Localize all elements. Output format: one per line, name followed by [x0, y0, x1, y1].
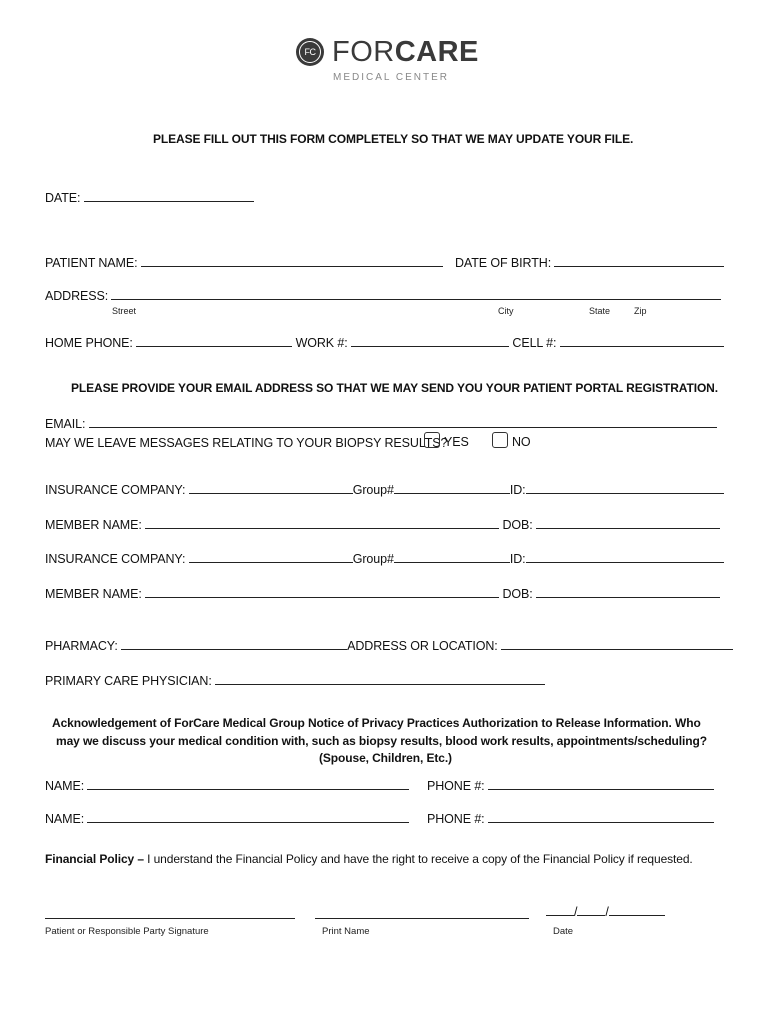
date-row	[45, 189, 254, 205]
financial-policy-title: Financial Policy –	[45, 852, 144, 866]
member-2-row	[45, 585, 720, 601]
print-name-field[interactable]	[315, 906, 529, 919]
member-1-dob-field[interactable]	[536, 516, 720, 529]
contact-1-name-label: NAME:	[45, 779, 85, 793]
address-street-label: Street	[112, 306, 137, 316]
cell-field[interactable]	[560, 334, 724, 347]
contact-1-name-field[interactable]	[87, 777, 409, 790]
date-label: Date	[553, 926, 574, 937]
no-checkbox[interactable]	[492, 432, 508, 448]
contact-2-phone-field[interactable]	[488, 810, 714, 823]
insurance-1-id-field[interactable]	[526, 481, 724, 494]
insurance-1-row	[45, 481, 724, 497]
email-instruction: PLEASE PROVIDE YOUR EMAIL ADDRESS SO THAT WE MAY SEND YOU YOUR PATIENT PORTAL REGISTRATION.	[71, 381, 718, 395]
pharmacy-field[interactable]	[121, 637, 347, 650]
logo-name-part1: FOR	[332, 36, 395, 68]
date-slash-2: /	[605, 905, 609, 919]
biopsy-question-row	[45, 436, 447, 450]
insurance-1-group-field[interactable]	[394, 481, 510, 494]
logo-monogram: FC	[299, 41, 321, 63]
contact-2-name-field[interactable]	[87, 810, 409, 823]
pharmacy-row	[45, 637, 733, 653]
financial-policy	[45, 852, 693, 866]
email-row	[45, 415, 717, 431]
dob-field[interactable]	[554, 254, 724, 267]
insurance-2-id-field[interactable]	[526, 550, 724, 563]
pcp-row	[45, 672, 545, 688]
insurance-2-row	[45, 550, 724, 566]
address-field[interactable]	[111, 287, 721, 300]
member-2-label: MEMBER NAME:	[45, 587, 142, 601]
member-2-dob-label: DOB:	[502, 587, 533, 601]
acknowledgement-line-1: Acknowledgement of ForCare Medical Group Notice of Privacy Practices Authorization to Release Information. Who	[52, 716, 701, 730]
date-field[interactable]	[84, 189, 254, 202]
insurance-1-company-label: INSURANCE COMPANY:	[45, 483, 186, 497]
contact-2-name-label: NAME:	[45, 812, 85, 826]
insurance-2-id-label: ID:	[509, 552, 526, 566]
home-phone-field[interactable]	[136, 334, 292, 347]
patient-name-field[interactable]	[141, 254, 443, 267]
insurance-1-group-label: Group#	[352, 483, 394, 497]
patient-name-label: PATIENT NAME:	[45, 256, 138, 270]
date-year-field[interactable]	[609, 903, 665, 916]
logo-wordmark	[332, 36, 479, 69]
member-2-dob-field[interactable]	[536, 585, 720, 598]
contact-1-phone-field[interactable]	[488, 777, 714, 790]
email-field[interactable]	[89, 415, 717, 428]
contact-2-row	[45, 810, 409, 826]
member-1-field[interactable]	[145, 516, 499, 529]
logo-name-part2: CARE	[394, 36, 479, 68]
insurance-2-group-field[interactable]	[394, 550, 510, 563]
date-day-field[interactable]	[577, 903, 605, 916]
insurance-2-company-label: INSURANCE COMPANY:	[45, 552, 186, 566]
member-1-row	[45, 516, 720, 532]
contact-2-phone-label: PHONE #:	[427, 812, 485, 826]
yes-label: YES	[444, 435, 469, 449]
contact-1-phone-row	[427, 777, 714, 793]
signature-field[interactable]	[45, 906, 295, 919]
pharmacy-address-label: ADDRESS OR LOCATION:	[347, 639, 498, 653]
no-label: NO	[512, 435, 531, 449]
address-city-label: City	[498, 306, 514, 316]
pharmacy-label: PHARMACY:	[45, 639, 118, 653]
date-month-field[interactable]	[546, 903, 574, 916]
yes-option[interactable]	[424, 432, 469, 449]
dob-row	[455, 254, 724, 270]
pcp-field[interactable]	[215, 672, 545, 685]
phone-row	[45, 334, 724, 350]
insurance-2-group-label: Group#	[352, 552, 394, 566]
contact-2-phone-row	[427, 810, 714, 826]
patient-name-row	[45, 254, 443, 270]
member-2-field[interactable]	[145, 585, 499, 598]
pcp-label: PRIMARY CARE PHYSICIAN:	[45, 674, 212, 688]
form-instruction: PLEASE FILL OUT THIS FORM COMPLETELY SO THAT WE MAY UPDATE YOUR FILE.	[153, 132, 634, 146]
work-field[interactable]	[351, 334, 509, 347]
yes-checkbox[interactable]	[424, 432, 440, 448]
signature-date-field	[546, 903, 665, 919]
address-zip-label: Zip	[634, 306, 647, 316]
pharmacy-address-field[interactable]	[501, 637, 733, 650]
print-name-label: Print Name	[322, 926, 370, 937]
financial-policy-text: I understand the Financial Policy and have the right to receive a copy of the Financial Policy if requested.	[143, 852, 693, 866]
cell-label: CELL #:	[512, 336, 557, 350]
contact-1-row	[45, 777, 409, 793]
date-label: DATE:	[45, 191, 81, 205]
logo-emblem	[296, 38, 324, 66]
logo-subtitle: MEDICAL CENTER	[333, 72, 449, 83]
biopsy-question: MAY WE LEAVE MESSAGES RELATING TO YOUR BIOPSY RESULTS?	[45, 436, 448, 450]
address-label: ADDRESS:	[45, 289, 109, 303]
insurance-1-id-label: ID:	[509, 483, 526, 497]
insurance-2-company-field[interactable]	[189, 550, 353, 563]
home-phone-label: HOME PHONE:	[45, 336, 133, 350]
member-1-dob-label: DOB:	[502, 518, 533, 532]
dob-label: DATE OF BIRTH:	[455, 256, 552, 270]
work-label: WORK #:	[295, 336, 348, 350]
no-option[interactable]	[492, 432, 531, 449]
contact-1-phone-label: PHONE #:	[427, 779, 485, 793]
address-state-label: State	[589, 306, 611, 316]
member-1-label: MEMBER NAME:	[45, 518, 142, 532]
insurance-1-company-field[interactable]	[189, 481, 353, 494]
email-label: EMAIL:	[45, 417, 86, 431]
date-slash-1: /	[574, 905, 578, 919]
acknowledgement-line-2: may we discuss your medical condition with, such as biopsy results, blood work results, appointments/scheduling?	[56, 734, 707, 748]
signature-label: Patient or Responsible Party Signature	[45, 926, 209, 937]
acknowledgement-line-3: (Spouse, Children, Etc.)	[319, 751, 452, 765]
address-row	[45, 287, 721, 303]
